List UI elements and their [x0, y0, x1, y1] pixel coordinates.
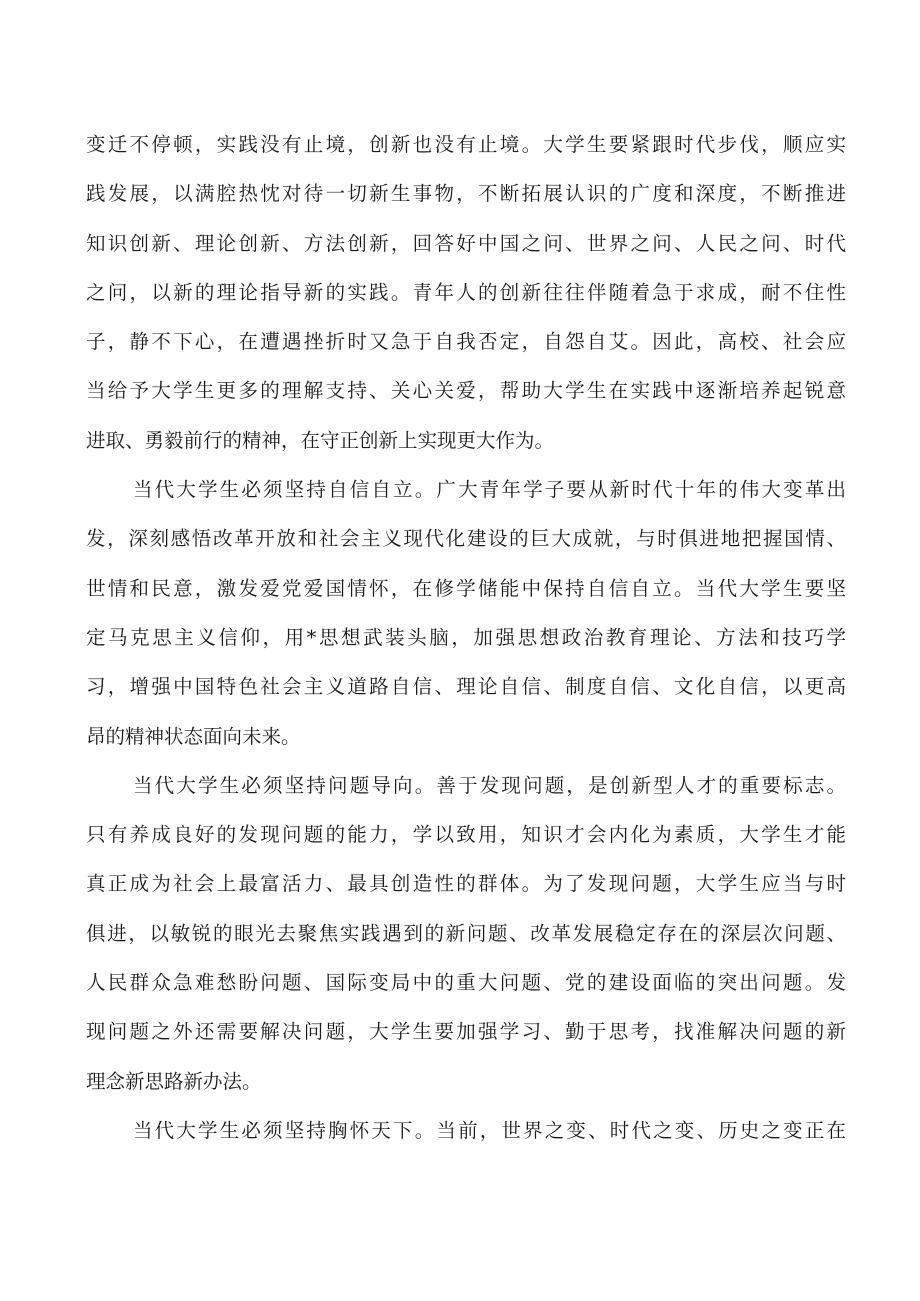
- paragraph: [86, 761, 846, 1106]
- text-line: 定马克思主义信仰，用*思想武装头脑，加强思想政治教育理论、方法和技巧学: [86, 625, 846, 649]
- text-line: 人民群众急难愁盼问题、国际变局中的重大问题、党的建设面临的突出问题。发: [86, 971, 846, 995]
- text-line: 当代大学生必须坚持自信自立。广大青年学子要从新时代十年的伟大变革出: [133, 478, 846, 502]
- text-line: 只有养成良好的发现问题的能力，学以致用，知识才会内化为素质，大学生才能: [86, 823, 846, 847]
- paragraph: [86, 465, 846, 761]
- text-line: 当代大学生必须坚持问题导向。善于发现问题，是创新型人才的重要标志。: [133, 773, 846, 797]
- document-body: [86, 120, 846, 1155]
- text-line: 理念新思路新办法。: [86, 1069, 262, 1093]
- text-line: 知识创新、理论创新、方法创新，回答好中国之问、世界之问、人民之问、时代: [86, 231, 846, 255]
- text-line: 世情和民意，激发爱党爱国情怀，在修学储能中保持自信自立。当代大学生要坚: [86, 576, 846, 600]
- text-line: 子，静不下心，在遭遇挫折时又急于自我否定，自怨自艾。因此，高校、社会应: [86, 330, 846, 354]
- text-line: 昂的精神状态面向未来。: [86, 724, 301, 748]
- text-line: 发，深刻感悟改革开放和社会主义现代化建设的巨大成就，与时俱进地把握国情、: [86, 527, 846, 551]
- text-line: 之问，以新的理论指导新的实践。青年人的创新往往伴随着急于求成，耐不住性: [86, 280, 846, 304]
- text-line: 俱进，以敏锐的眼光去聚焦实践遇到的新问题、改革发展稳定存在的深层次问题、: [86, 921, 846, 945]
- text-line: 变迁不停顿，实践没有止境，创新也没有止境。大学生要紧跟时代步伐，顺应实: [86, 133, 846, 156]
- text-line: 习，增强中国特色社会主义道路自信、理论自信、制度自信、文化自信，以更高: [86, 675, 846, 699]
- paragraph: [86, 120, 846, 465]
- text-line: 现问题之外还需要解决问题，大学生要加强学习、勤于思考，找准解决问题的新: [86, 1020, 846, 1044]
- text-line: 进取、勇毅前行的精神，在守正创新上实现更大作为。: [86, 428, 555, 452]
- paragraph: [86, 1106, 846, 1155]
- text-line: 当给予大学生更多的理解支持、关心关爱，帮助大学生在实践中逐渐培养起锐意: [86, 379, 846, 403]
- text-line: 真正成为社会上最富活力、最具创造性的群体。为了发现问题，大学生应当与时: [86, 872, 846, 896]
- text-line: 践发展，以满腔热忱对待一切新生事物，不断拓展认识的广度和深度，不断推进: [86, 182, 846, 206]
- text-line: 当代大学生必须坚持胸怀天下。当前，世界之变、时代之变、历史之变正在: [133, 1118, 846, 1142]
